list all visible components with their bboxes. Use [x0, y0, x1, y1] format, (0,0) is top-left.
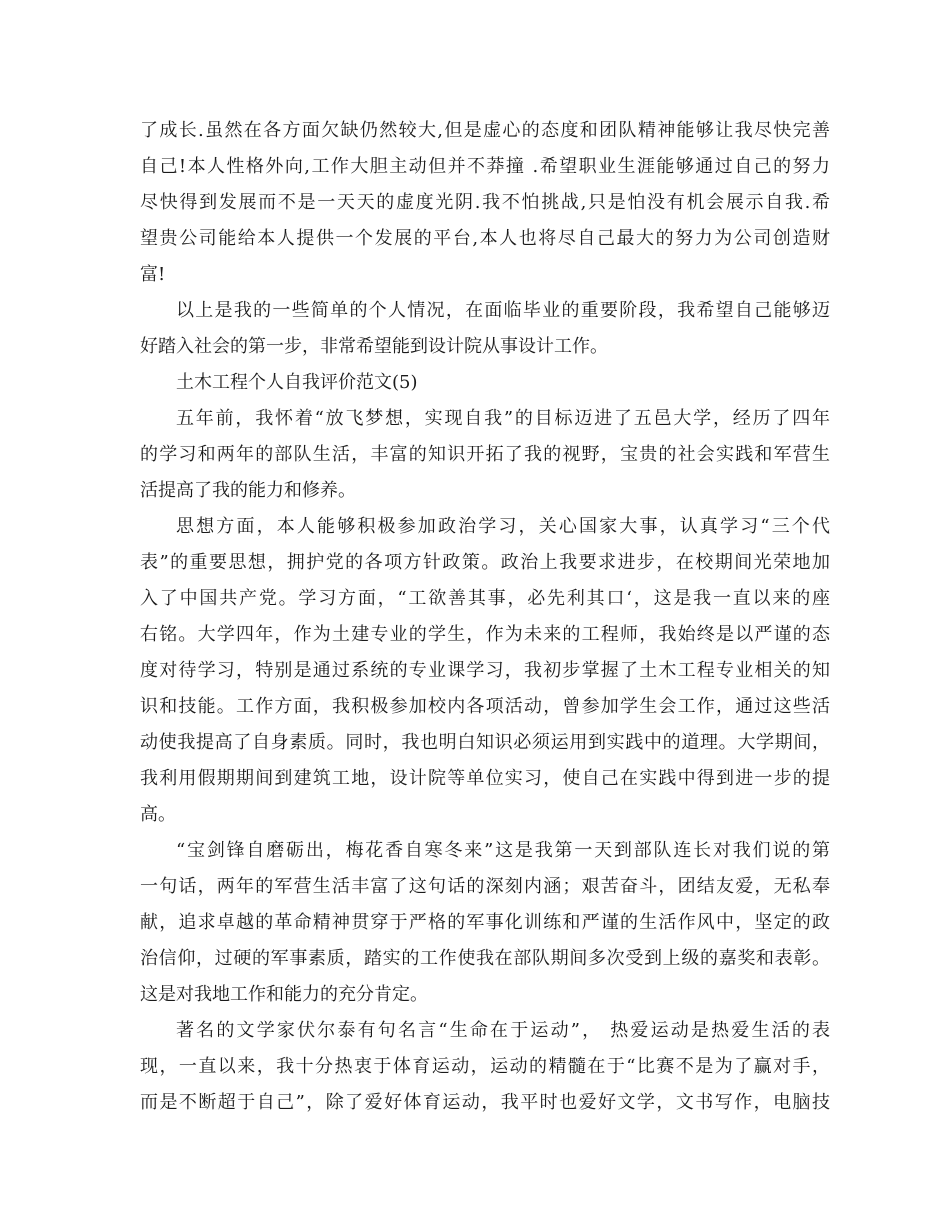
text-line: 而是不断超于自己”，除了爱好体育运动，我平时也爱好文学，文书写作，电脑技	[140, 1092, 830, 1113]
text-line: 入了中国共产党。学习方面，“工欲善其事，必先利其口‘，这是我一直以来的座	[140, 588, 830, 609]
paragraph-start-line: 五年前，我怀着“放飞梦想，实现自我”的目标迈进了五邑大学，经历了四年	[176, 408, 830, 429]
text-line: 高。	[140, 804, 176, 825]
text-line: 我利用假期期间到建筑工地，设计院等单位实习，使自己在实践中得到进一步的提	[140, 768, 830, 789]
text-line: 识和技能。工作方面，我积极参加校内各项活动，曾参加学生会工作，通过这些活	[140, 696, 830, 717]
text-line: 献，追求卓越的革命精神贯穿于严格的军事化训练和严谨的生活作风中，坚定的政	[140, 912, 830, 933]
paragraph-start-line: 思想方面，本人能够积极参加政治学习，关心国家大事，认真学习“三个代	[176, 516, 830, 537]
section-heading: 土木工程个人自我评价范文(5)	[176, 372, 418, 393]
text-line: 动使我提高了自身素质。同时，我也明白知识必须运用到实践中的道理。大学期间，	[140, 732, 830, 753]
document-body	[140, 113, 830, 1121]
text-line: 的学习和两年的部队生活，丰富的知识开拓了我的视野，宝贵的社会实践和军营生	[140, 444, 830, 465]
text-line: 这是对我地工作和能力的充分肯定。	[140, 984, 428, 1005]
text-line: 尽快得到发展而不是一天天的虚度光阴.我不怕挑战,只是怕没有机会展示自我.希	[140, 192, 830, 213]
text-line: 好踏入社会的第一步，非常希望能到设计院从事设计工作。	[140, 336, 608, 357]
text-line: 了成长.虽然在各方面欠缺仍然较大,但是虚心的态度和团队精神能够让我尽快完善	[140, 120, 830, 141]
paragraph-start-line: “宝剑锋自磨砺出，梅花香自寒冬来”这是我第一天到部队连长对我们说的第	[176, 840, 830, 861]
text-line: 右铭。大学四年，作为土建专业的学生，作为未来的工程师，我始终是以严谨的态	[140, 624, 830, 645]
text-line: 现，一直以来，我十分热衷于体育运动，运动的精髓在于“比赛不是为了赢对手，	[140, 1056, 830, 1077]
text-line: 一句话，两年的军营生活丰富了这句话的深刻内涵；艰苦奋斗，团结友爱，无私奉	[140, 876, 830, 897]
text-line: 治信仰，过硬的军事素质，踏实的工作使我在部队期间多次受到上级的嘉奖和表彰。	[140, 948, 830, 969]
text-line: 富!	[140, 264, 166, 285]
paragraph-start-line: 著名的文学家伏尔泰有句名言“生命在于运动”， 热爱运动是热爱生活的表	[176, 1020, 830, 1041]
text-line: 望贵公司能给本人提供一个发展的平台,本人也将尽自己最大的努力为公司创造财	[140, 228, 830, 249]
paragraph-start-line: 以上是我的一些简单的个人情况，在面临毕业的重要阶段，我希望自己能够迈	[176, 300, 830, 321]
text-line: 表”的重要思想，拥护党的各项方针政策。政治上我要求进步，在校期间光荣地加	[140, 552, 830, 573]
text-line: 度对待学习，特别是通过系统的专业课学习，我初步掌握了土木工程专业相关的知	[140, 660, 830, 681]
text-line: 活提高了我的能力和修养。	[140, 480, 356, 501]
text-line: 自己!本人性格外向,工作大胆主动但并不莽撞 .希望职业生涯能够通过自己的努力	[140, 156, 830, 177]
